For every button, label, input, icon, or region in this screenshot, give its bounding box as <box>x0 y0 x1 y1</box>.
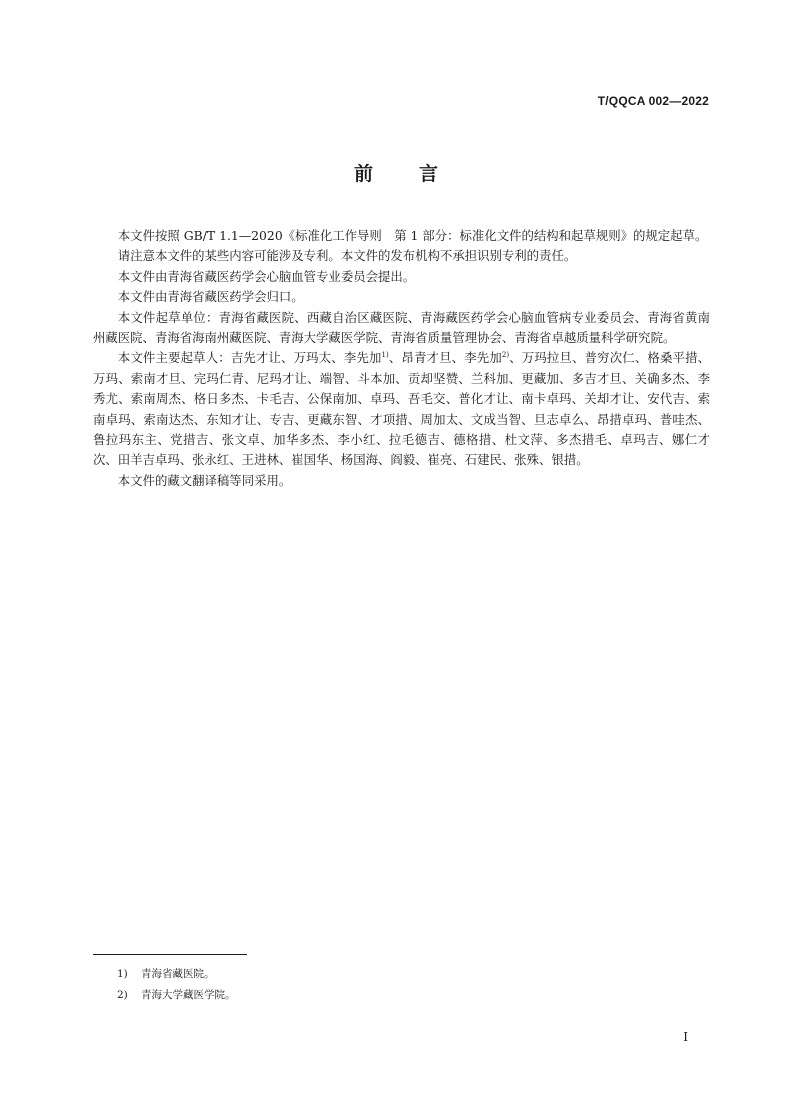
footnote-marker: 1) <box>117 968 128 980</box>
footnote-text: 青海大学藏医学院。 <box>141 989 236 1001</box>
paragraph-drafting-units: 本文件起草单位：青海省藏医院、西藏自治区藏医院、青海藏医药学会心脑血管病专业委员会、青海省黄南州藏医院、青海省海南州藏医院、青海大学藏医学院、青海省质量管理协会、青海省卓越质量科学研究院。 <box>93 309 710 346</box>
footnote-ref-2: 2) <box>501 351 510 360</box>
footnote-divider <box>93 954 247 955</box>
paragraph-standard-basis: 本文件按照 GB/T 1.1—2020《标准化工作导则 第 1 部分：标准化文件的结构和起草规则》的规定起草。 <box>117 228 708 243</box>
paragraph-tibetan-translation: 本文件的藏文翻译稿等同采用。 <box>117 472 292 488</box>
title-char-2: 言 <box>419 163 439 185</box>
standard-code: T/QQCA 002—2022 <box>597 94 709 108</box>
footnotes <box>117 964 236 1006</box>
paragraph-drafters <box>93 348 710 470</box>
paragraph-proposer: 本文件由青海省藏医药学会心脑血管专业委员会提出。 <box>117 268 416 284</box>
drafters-rest: 、万玛拉旦、普穷次仁、格桑平措、万玛、索南才旦、完玛仁青、尼玛才让、端智、斗本加、贡却坚赞、兰科加、更藏加、多吉才旦、关确多杰、李秀尤、索南周杰、格日多杰、卡毛吉、公保南加、卓玛、吾毛交、普化才让、南卡卓玛、关却才让、安代吉、索南卓玛、索南达杰、东知才让、专吉、更藏东智、才项措、周加太、文成当智、旦志卓么、昂措卓玛、普哇杰、鲁拉玛东主、党措吉、张文卓、加华多杰、李小红、拉毛德吉、德格措、杜文萍、多杰措毛、卓玛吉、娜仁才次、田羊吉卓玛、张永红、王进林、崔国华、杨国海、阎毅、崔亮、石建民、张殊、银措。 <box>93 350 711 468</box>
footnote-item <box>117 964 236 985</box>
footnote-item <box>117 985 236 1006</box>
footnote-marker: 2) <box>117 989 128 1001</box>
paragraph-patent-notice: 请注意本文件的某些内容可能涉及专利。本文件的发布机构不承担识别专利的责任。 <box>117 248 577 264</box>
footnote-ref-1: 1) <box>381 351 389 360</box>
drafters-lead: 本文件主要起草人：吉先才让、万玛太、李先加 <box>117 350 382 366</box>
paragraph-administrator: 本文件由青海省藏医药学会归口。 <box>117 289 304 305</box>
drafters-mid: 、昂青才旦、李先加 <box>388 350 502 366</box>
page-number: I <box>683 1030 688 1044</box>
page-title <box>0 160 792 188</box>
foreword-body <box>93 226 710 491</box>
title-char-1: 前 <box>353 163 373 185</box>
footnote-text: 青海省藏医院。 <box>141 968 215 980</box>
